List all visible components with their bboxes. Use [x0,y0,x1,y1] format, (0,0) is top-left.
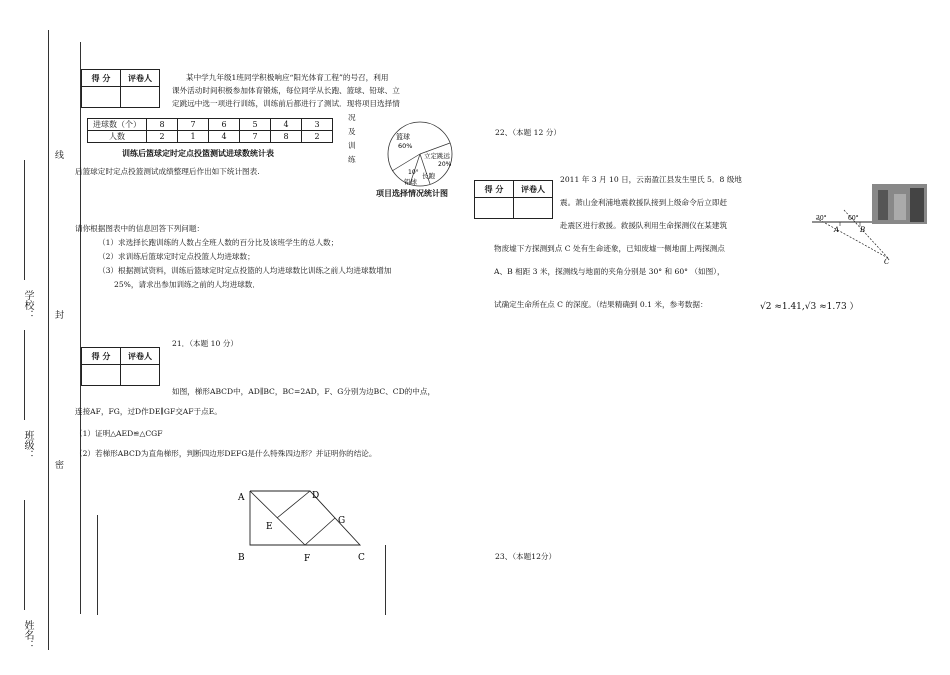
q20-intro-line-3: 定跳远中选一项进行训练，训练前后都进行了测试．现将项目选择情 [172,99,400,108]
building-shade [894,194,906,220]
class-label: 班级： [22,430,33,460]
class-blank[interactable] [24,330,25,420]
table-row [88,119,333,131]
q21-title: 21．（本题 10 分） [172,339,238,348]
pie-caption: 项目选择情况统计图 [376,189,448,198]
table-cell: 3 [302,119,333,131]
q20-vert-char: 况 [348,113,356,122]
score-cell[interactable] [82,365,121,386]
table-cell: 2 [302,131,333,143]
q20-vert-char: 训 [348,141,356,150]
margin-line-inner [80,42,81,614]
school-blank[interactable] [24,160,25,280]
q21-line: 如图，梯形ABCD中，AD∥BC，BC=2AD，F、G分别为边BC、CD的中点， [172,387,436,396]
point-label: B [238,553,245,563]
grader-cell[interactable] [121,365,160,386]
table-cell: 8 [147,119,178,131]
q20-question: （1）求选择长跑训练的人数占全班人数的百分比及该班学生的总人数； [98,238,339,247]
q20-question: 请你根据图表中的信息回答下列问题： [75,224,205,233]
name-label: 姓名： [22,620,33,650]
point-label-b: B [860,226,866,234]
pie-label-basketball: 篮球 [396,133,410,141]
decor-line [385,545,386,615]
table-cell: 8 [271,131,302,143]
school-label: 学校： [22,290,33,320]
margin-label-mi: 密 [53,460,63,469]
pie-label-shot-pct: 10° [408,169,419,176]
grader-header: 评卷人 [121,70,160,87]
table-cell: 7 [178,119,209,131]
point-label-c: C [884,258,890,266]
pie-label-jump-pct: 20% [438,161,452,168]
q20-question: 25%，请求出参加训练之前的人均进球数． [114,280,260,289]
score-header: 得 分 [82,70,121,87]
score-header: 得 分 [475,181,514,198]
q21-line: （2）若梯形ABCD为直角梯形，判断四边形DEFG是什么特殊四边形？并证明你的结论。 [75,449,377,458]
goals-table [87,118,333,143]
table-header: 进球数（个） [88,119,147,131]
margin-label-feng: 封 [53,310,63,319]
q20-intro-line-1: 某中学九年级1班同学积极响应“阳光体育工程”的号召，利用 [186,73,389,82]
point-label: D [312,491,320,501]
q21-line: 连接AF，FG，过D作DE∥GF交AF于点E。 [75,407,222,416]
q22-line: 2011 年 3 月 10 日，云南盈江县发生里氏 5．8 级地 [560,175,742,184]
q22-line: A、B 相距 3 米，探测线与地面的夹角分别是 30° 和 60° （如图）， [494,267,725,276]
margin-line-outer [48,30,49,650]
pie-label-jump: 立定跳远 [424,152,450,160]
point-label: E [266,522,273,532]
q20-score-box [81,69,160,108]
q20-vert-char: 及 [348,127,356,136]
q22-line: 试确定生命所在点 C 的深度。（结果精确到 0.1 米，参考数据： [494,300,708,309]
q22-title: 22、（本题 12 分） [495,128,561,137]
trapezoid-figure [230,480,380,570]
q21-line: （1）证明△AED≌△CGF [75,429,163,438]
table-cell: 4 [209,131,240,143]
q22-score-box [474,180,553,219]
q21-score-box [81,347,160,386]
score-cell[interactable] [475,198,514,219]
point-label-a: A [834,226,840,234]
pie-label-shot: 铅球 [404,178,417,186]
q22-line: 赴震区进行救援。救援队利用生命探测仪在某建筑 [560,221,728,230]
name-blank[interactable] [24,500,25,610]
table-cell: 7 [240,131,271,143]
score-cell[interactable] [82,87,121,108]
segment-fg [305,518,335,545]
table-cell: 6 [209,119,240,131]
q22-ref-values: √2 ≈1.41,√3 ≈1.73 ） [760,302,859,312]
table-header: 人数 [88,131,147,143]
score-header: 得 分 [82,348,121,365]
rescue-figure [812,180,930,266]
table-cell: 5 [240,119,271,131]
table-caption: 训练后篮球定时定点投篮测试进球数统计表 [122,149,274,158]
grader-cell[interactable] [514,198,553,219]
point-label: G [338,516,346,526]
building-shade [910,188,924,222]
point-label: F [304,554,311,564]
table-cell: 1 [178,131,209,143]
angle-label-60: 60° [848,215,859,222]
point-label: C [358,553,365,563]
decor-line [97,515,98,615]
q20-intro-line-2: 课外活动时间积极参加体育锻炼，每位同学从长跑、篮球、铅球、立 [172,86,400,95]
q20-after-table: 后篮球定时定点投篮测试成绩整理后作出如下统计图表. [75,167,260,176]
pie-label-run: 长跑 [422,172,435,180]
pie-label-basketball-pct: 60% [398,142,413,150]
margin-label-line: 线 [53,150,63,159]
pie-chart [380,116,470,188]
point-label: A [238,493,245,503]
grader-cell[interactable] [121,87,160,108]
q20-question: （2）求训练后篮球定时定点投篮人均进球数； [98,252,255,261]
q20-vert-char: 练 [348,155,356,164]
angle-label-30: 30° [816,215,827,222]
table-row [88,131,333,143]
q23-title: 23、（本题12分） [495,552,557,561]
q20-question: （3）根据测试资料，训练后篮球定时定点投篮的人均进球数比训练之前人均进球数增加 [98,266,392,275]
q22-line: 震。萧山金利浦地震救援队接到上级命令后立即赶 [560,198,728,207]
table-cell: 4 [271,119,302,131]
building-shade [878,190,888,220]
segment-de [277,491,310,518]
grader-header: 评卷人 [514,181,553,198]
q22-line: 物废墟下方探测到点 C 处有生命迹象，已知废墟一侧地面上两探测点 [494,244,725,253]
table-cell: 2 [147,131,178,143]
grader-header: 评卷人 [121,348,160,365]
